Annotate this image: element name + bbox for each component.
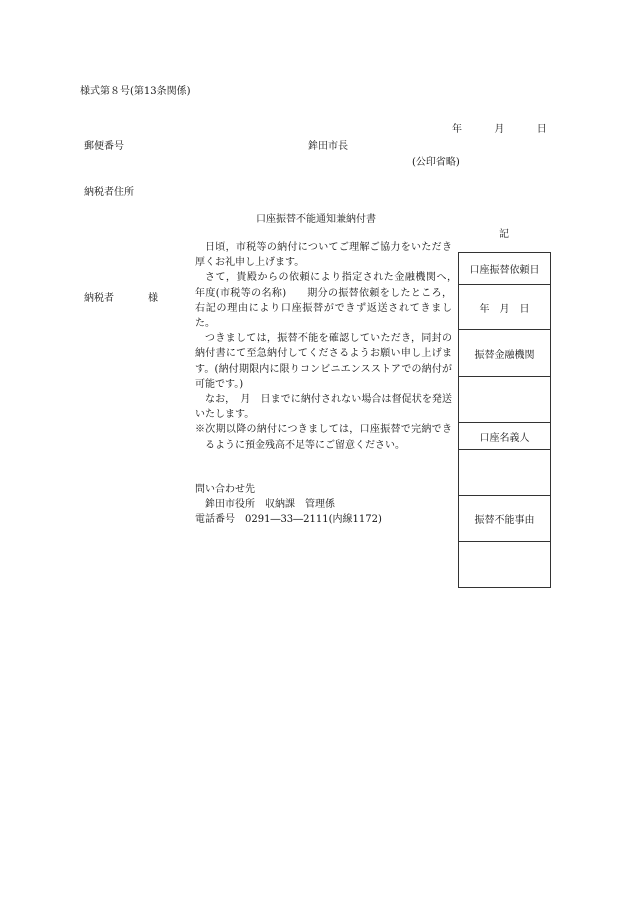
taxpayer-name-line bbox=[84, 289, 158, 304]
request-date-label: 口座振替依頼日 bbox=[459, 253, 551, 285]
date-year-label: 年 bbox=[452, 124, 462, 135]
body-paragraph-greeting: 日頃，市税等の納付についてご理解ご協力をいただき厚くお礼申し上げます。 bbox=[195, 242, 452, 269]
body-paragraph-request: つきましては，振替不能を確認していただき，同封の納付書にて至急納付してくださるようお願い申し上げます。(納付期限内に限りコンビニエンスストアでの納付が可能です。) bbox=[195, 333, 452, 390]
body-paragraph-reason: さて，貴殿からの依頼により指定された金融機関へ， 年度(市税等の名称) 期分の振替依頼をしたところ，右記の理由により口座振替ができず返送されてきました。 bbox=[195, 272, 472, 330]
taxpayer-address-label: 納税者住所 bbox=[84, 187, 134, 198]
body-paragraph-deadline: なお， 月 日までに納付されない場合は督促状を発送いたします。 bbox=[195, 394, 452, 421]
failure-reason-label: 振替不能事由 bbox=[459, 496, 551, 542]
inquiry-office: 鉾田市役所 収納課 管理係 bbox=[205, 499, 335, 511]
body-note: ※次期以降の納付につきましては，口座振替で完納できるように預金残高不足等にご留意ください。 bbox=[195, 424, 452, 451]
bank-value-cell bbox=[459, 377, 551, 423]
inquiry-block bbox=[195, 482, 382, 528]
account-holder-label: 口座名義人 bbox=[459, 423, 551, 450]
issuer-mayor: 鉾田市長 bbox=[308, 141, 348, 152]
honorific: 様 bbox=[148, 293, 158, 304]
form-number: 様式第８号(第13条関係) bbox=[80, 86, 191, 97]
notice-body bbox=[195, 240, 472, 453]
date-day-label: 日 bbox=[536, 124, 547, 135]
transfer-record-table bbox=[458, 252, 551, 588]
taxpayer-label: 納税者 bbox=[84, 293, 114, 304]
inquiry-phone: 電話番号 0291―33―2111(内線1172) bbox=[195, 514, 382, 526]
failure-reason-value-cell bbox=[459, 542, 551, 588]
issue-date bbox=[452, 120, 547, 135]
account-holder-value-cell bbox=[459, 450, 551, 496]
record-mark: 記 bbox=[499, 229, 509, 240]
request-date-value: 年 月 日 bbox=[459, 285, 551, 330]
bank-label: 振替金融機関 bbox=[459, 330, 551, 377]
date-month-label: 月 bbox=[494, 124, 505, 135]
inquiry-heading: 問い合わせ先 bbox=[195, 484, 255, 495]
seal-omitted-note: (公印省略) bbox=[412, 157, 460, 168]
postal-code-label: 郵便番号 bbox=[84, 141, 124, 152]
document-title: 口座振替不能通知兼納付書 bbox=[256, 214, 376, 225]
